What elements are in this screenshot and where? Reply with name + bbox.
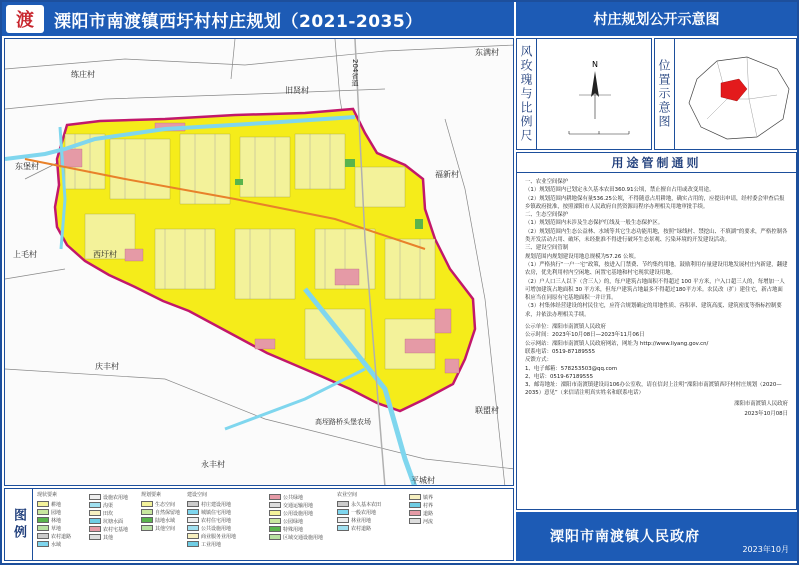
legend-item-label: 公园绿地 bbox=[283, 518, 304, 525]
legend-item bbox=[409, 517, 433, 525]
legend-item-label: 生态空间 bbox=[155, 501, 176, 508]
legend-item bbox=[187, 508, 236, 516]
legend-item-label: 农村道路 bbox=[51, 533, 72, 540]
legend-item-label: 耕地 bbox=[51, 501, 62, 508]
rules-paragraph: 一、农业空间保护 bbox=[525, 179, 569, 185]
legend-swatch bbox=[269, 534, 281, 540]
rules-heading: 用途管制通则 bbox=[517, 153, 796, 173]
legend-item bbox=[337, 500, 381, 508]
legend-group bbox=[141, 491, 180, 532]
legend-item bbox=[89, 493, 128, 501]
legend-item bbox=[269, 533, 323, 541]
signature: 溧阳市南渡镇人民政府 bbox=[734, 400, 788, 407]
legend-item bbox=[337, 508, 381, 516]
notice-line: 1、电子邮箱：578253503@qq.com bbox=[525, 365, 618, 372]
legend-item-label: 草地 bbox=[51, 525, 62, 532]
wind-rose-label: 风玫瑰与比例尺 bbox=[517, 39, 537, 149]
town-logo: 渡 bbox=[6, 5, 44, 33]
legend-item bbox=[269, 517, 323, 525]
legend-group-head: 规划要素 bbox=[141, 492, 162, 498]
legend-swatch bbox=[337, 501, 349, 507]
legend-swatch bbox=[141, 517, 153, 523]
legend-swatch bbox=[37, 541, 49, 547]
legend-item-label: 水域 bbox=[51, 541, 62, 548]
legend-item bbox=[409, 509, 433, 517]
notice-line: 联系电话：0519-87189555 bbox=[525, 348, 596, 355]
map-canvas bbox=[5, 39, 514, 486]
legend-swatch bbox=[187, 533, 199, 539]
legend-item-label: 村庄建设用地 bbox=[201, 501, 232, 508]
legend-item bbox=[141, 508, 180, 516]
legend-item-label: 公用设施用地 bbox=[283, 510, 314, 517]
legend-item bbox=[187, 516, 236, 524]
footer-date: 2023年10月 bbox=[742, 545, 789, 554]
legend-swatch bbox=[269, 494, 281, 500]
legend-item bbox=[141, 524, 180, 532]
label-fuxin: 福新村 bbox=[435, 170, 459, 179]
legend-item-label: 其他空间 bbox=[155, 525, 176, 532]
rules-paragraph: 三、建设空间管制 bbox=[525, 245, 569, 252]
label-yongfeng: 永丰村 bbox=[201, 460, 225, 469]
legend-swatch bbox=[409, 510, 421, 516]
legend-group bbox=[187, 491, 236, 548]
wind-rose-panel bbox=[516, 38, 652, 150]
legend-item bbox=[37, 508, 71, 516]
rules-paragraph: （2）规划范围内生态公益林、水域等其它生态功能用地，按照“绿线村、禁挖山、不填湖”的要求，严格控制各类开发活动占用、破坏，未经批准不得进行破坏生态景观、污染环境的开发建设活动。 bbox=[525, 228, 788, 244]
legend-item-label: 其他 bbox=[103, 534, 114, 541]
legend-item bbox=[89, 509, 128, 517]
legend-swatch bbox=[89, 494, 101, 500]
legend-swatch bbox=[337, 509, 349, 515]
legend-swatch bbox=[269, 510, 281, 516]
label-xiwei: 西圩村 bbox=[93, 250, 117, 259]
legend-item bbox=[37, 500, 71, 508]
label-dongbao: 东堡村 bbox=[15, 162, 39, 171]
rules-paragraph: 二、生态空间保护 bbox=[525, 212, 569, 219]
legend-item-label: 设施农用地 bbox=[103, 494, 129, 501]
legend-swatch bbox=[337, 525, 349, 531]
location-map bbox=[677, 39, 797, 149]
legend-swatch bbox=[37, 509, 49, 515]
label-vertical-road: 204省道 bbox=[351, 59, 359, 87]
label-lianzhuang: 练庄村 bbox=[71, 70, 95, 79]
legend-swatch bbox=[89, 510, 101, 516]
label-pingcheng: 平城村 bbox=[411, 476, 435, 485]
notice-line: 公示网站：溧阳市南渡镇人民政府网站，网址为 http://www.liyang.gov.cn/ bbox=[525, 340, 709, 347]
legend-swatch bbox=[187, 525, 199, 531]
legend-item bbox=[269, 509, 323, 517]
legend-swatch bbox=[269, 502, 281, 508]
legend-item bbox=[187, 500, 236, 508]
legend-item-label: 公共绿地 bbox=[283, 494, 304, 501]
label-road: 高垤路桥头堡农场 bbox=[315, 418, 371, 426]
rules-paragraph: （1）规划范围内已划定永久基本农田360.91公顷，禁止擅自占用或改变用途。 bbox=[525, 187, 715, 194]
legend-group bbox=[37, 491, 71, 548]
legend-swatch bbox=[337, 517, 349, 523]
label-qingfeng: 庆丰村 bbox=[95, 362, 119, 371]
legend-group bbox=[337, 491, 381, 532]
right-title: 村庄规划公开示意图 bbox=[516, 2, 797, 36]
notice-line: 2、电话：0519-67189555 bbox=[525, 373, 594, 380]
rules-paragraph: 规划范围内规划建设用地总规模为57.26 公顷。 bbox=[525, 253, 640, 260]
rules-paragraph: （1）严格执行“一户一宅”政策，按进入门禁费、节约集约用地，鼓励利用存量建设用地发展村庄内新建，翻建农房，优先利用村内空闲地、闲置宅基地和村宅现状建设用地。 bbox=[525, 261, 788, 277]
legend-swatch bbox=[37, 517, 49, 523]
legend-group bbox=[89, 491, 128, 541]
legend-swatch bbox=[89, 518, 101, 524]
legend-item-label: 镇界 bbox=[423, 494, 434, 501]
legend-item bbox=[409, 501, 433, 509]
legend-group-head: 农业空间 bbox=[337, 492, 358, 498]
legend-item bbox=[187, 524, 236, 532]
notice-block bbox=[525, 323, 788, 398]
legend-item bbox=[37, 540, 71, 548]
legend-item bbox=[141, 500, 180, 508]
legend bbox=[4, 488, 514, 561]
legend-swatch bbox=[37, 533, 49, 539]
legend-swatch bbox=[269, 518, 281, 524]
legend-swatch bbox=[187, 509, 199, 515]
north-arrow-icon bbox=[539, 39, 651, 149]
legend-swatch bbox=[187, 517, 199, 523]
legend-item-label: 商业服务业用地 bbox=[201, 533, 237, 540]
rules-paragraph: （1）规划范围内未涉及生态保护红线及一般生态保护区。 bbox=[525, 220, 664, 227]
legend-group-head: 建设空间 bbox=[187, 492, 208, 498]
legend-item bbox=[37, 516, 71, 524]
legend-item-label: 交通运输用地 bbox=[283, 502, 314, 509]
legend-swatch bbox=[409, 494, 421, 500]
notice-line: 3、邮寄地址：溧阳市南渡镇建设局106办公室收，请在信封上注明“溧阳市南渡镇西圩村村庄规划（2020—2035）意见”（来信请注明真实姓名和联系电话） bbox=[525, 382, 782, 397]
legend-item bbox=[269, 501, 323, 509]
legend-swatch bbox=[89, 502, 101, 508]
legend-item bbox=[89, 517, 128, 525]
location-label: 位置示意图 bbox=[655, 39, 675, 149]
sign-date: 2023年10月08日 bbox=[744, 411, 788, 418]
legend-item-label: 道路 bbox=[423, 510, 434, 517]
notice-line: 反馈方式： bbox=[525, 357, 552, 364]
rules-paragraph: （3）村集体经营建设的村民住宅，应符合规划确定的用地性质、容积率、建筑高度、建筑密度等指标控制要求，并依法办理相关手续。 bbox=[525, 303, 782, 318]
label-dongqiao: 东满村 bbox=[475, 48, 499, 57]
legend-swatch bbox=[187, 541, 199, 547]
legend-swatch bbox=[37, 525, 49, 531]
legend-item-label: 特殊用地 bbox=[283, 526, 304, 533]
rules-paragraph: （2）规划范围内耕地保有量536.25公顷，不得随意占用耕地，确实占用的，应提出申请，经村委会审查后报乡镇政府批准，按照溧阳市人民政府自然资源局程序办理相关用地审批手续。 bbox=[525, 195, 785, 210]
legend-item-label: 沟渠 bbox=[103, 502, 114, 509]
legend-item-label: 田坎 bbox=[103, 510, 114, 517]
legend-item bbox=[337, 516, 381, 524]
legend-group bbox=[409, 491, 433, 525]
footer-org: 溧阳市南渡镇人民政府 bbox=[550, 529, 700, 545]
label-jiuxian: 旧贤村 bbox=[285, 86, 309, 95]
legend-item bbox=[37, 532, 71, 540]
legend-item-label: 村界 bbox=[423, 502, 434, 509]
rules-paragraph: （2）户人口三人以下（含三人）的，每户建筑占地面积不得超过 100 平方米，户入口超三人的，每增加一人可增加建筑占地面积 30 平方米，但每户建筑占地最多不得超过180平方米。农民改（扩）建住宅，新占地面积应当在同原有宅基地面积一并计算。 bbox=[525, 278, 785, 302]
scale-bar bbox=[569, 131, 629, 134]
legend-item-label: 农村道路 bbox=[351, 525, 372, 532]
notice-line: 公示时间：2023年10月08日—2023年11月06日 bbox=[525, 332, 645, 339]
legend-swatch bbox=[89, 526, 101, 532]
legend-item bbox=[89, 525, 128, 533]
village-plan-map[interactable] bbox=[4, 38, 514, 486]
page-title: 溧阳市南渡镇西圩村村庄规划（2021-2035） bbox=[54, 11, 423, 32]
legend-swatch bbox=[141, 509, 153, 515]
legend-item-label: 河流 bbox=[423, 518, 434, 525]
legend-item-label: 农村住宅用地 bbox=[201, 517, 232, 524]
footer-bar bbox=[516, 512, 797, 561]
legend-swatch bbox=[187, 501, 199, 507]
legend-item bbox=[337, 524, 381, 532]
legend-group-head: 现状要素 bbox=[37, 492, 58, 498]
rules-paragraphs bbox=[525, 178, 788, 319]
legend-swatch bbox=[141, 501, 153, 507]
legend-item bbox=[141, 516, 180, 524]
legend-item-label: 工业用地 bbox=[201, 541, 222, 548]
legend-item-label: 自然保留地 bbox=[155, 509, 181, 516]
legend-item-label: 坑塘水面 bbox=[103, 518, 124, 525]
title-bar bbox=[2, 2, 514, 36]
legend-swatch bbox=[141, 525, 153, 531]
legend-item bbox=[187, 540, 236, 548]
legend-item-label: 农村宅基地 bbox=[103, 526, 129, 533]
location-panel bbox=[654, 38, 797, 150]
legend-item-label: 城镇住宅用地 bbox=[201, 509, 232, 516]
legend-swatch bbox=[409, 502, 421, 508]
legend-item-label: 园地 bbox=[51, 509, 62, 516]
legend-swatch bbox=[409, 518, 421, 524]
legend-group bbox=[269, 491, 323, 541]
legend-item-label: 林业用地 bbox=[351, 517, 372, 524]
legend-item bbox=[37, 524, 71, 532]
legend-item-label: 陆地水域 bbox=[155, 517, 176, 524]
legend-swatch bbox=[89, 534, 101, 540]
legend-groups bbox=[37, 491, 511, 559]
legend-item bbox=[187, 532, 236, 540]
legend-title: 图例 bbox=[5, 489, 33, 560]
north-letter: N bbox=[592, 60, 598, 69]
legend-item bbox=[269, 493, 323, 501]
legend-item-label: 永久基本农田 bbox=[351, 501, 382, 508]
label-lianli: 联盟村 bbox=[475, 406, 499, 415]
legend-item bbox=[89, 501, 128, 509]
legend-swatch bbox=[269, 526, 281, 532]
legend-item-label: 一般农用地 bbox=[351, 509, 377, 516]
legend-swatch bbox=[37, 501, 49, 507]
legend-item bbox=[409, 493, 433, 501]
legend-item-label: 林地 bbox=[51, 517, 62, 524]
legend-item-label: 公共设施用地 bbox=[201, 525, 232, 532]
legend-item bbox=[89, 533, 128, 541]
legend-item-label: 区域交通设施用地 bbox=[283, 534, 324, 541]
label-shangmao: 上毛村 bbox=[13, 250, 37, 259]
notice-line: 公示单位：溧阳市南渡镇人民政府 bbox=[525, 324, 606, 331]
legend-item bbox=[269, 525, 323, 533]
usage-rules-panel bbox=[516, 152, 797, 510]
